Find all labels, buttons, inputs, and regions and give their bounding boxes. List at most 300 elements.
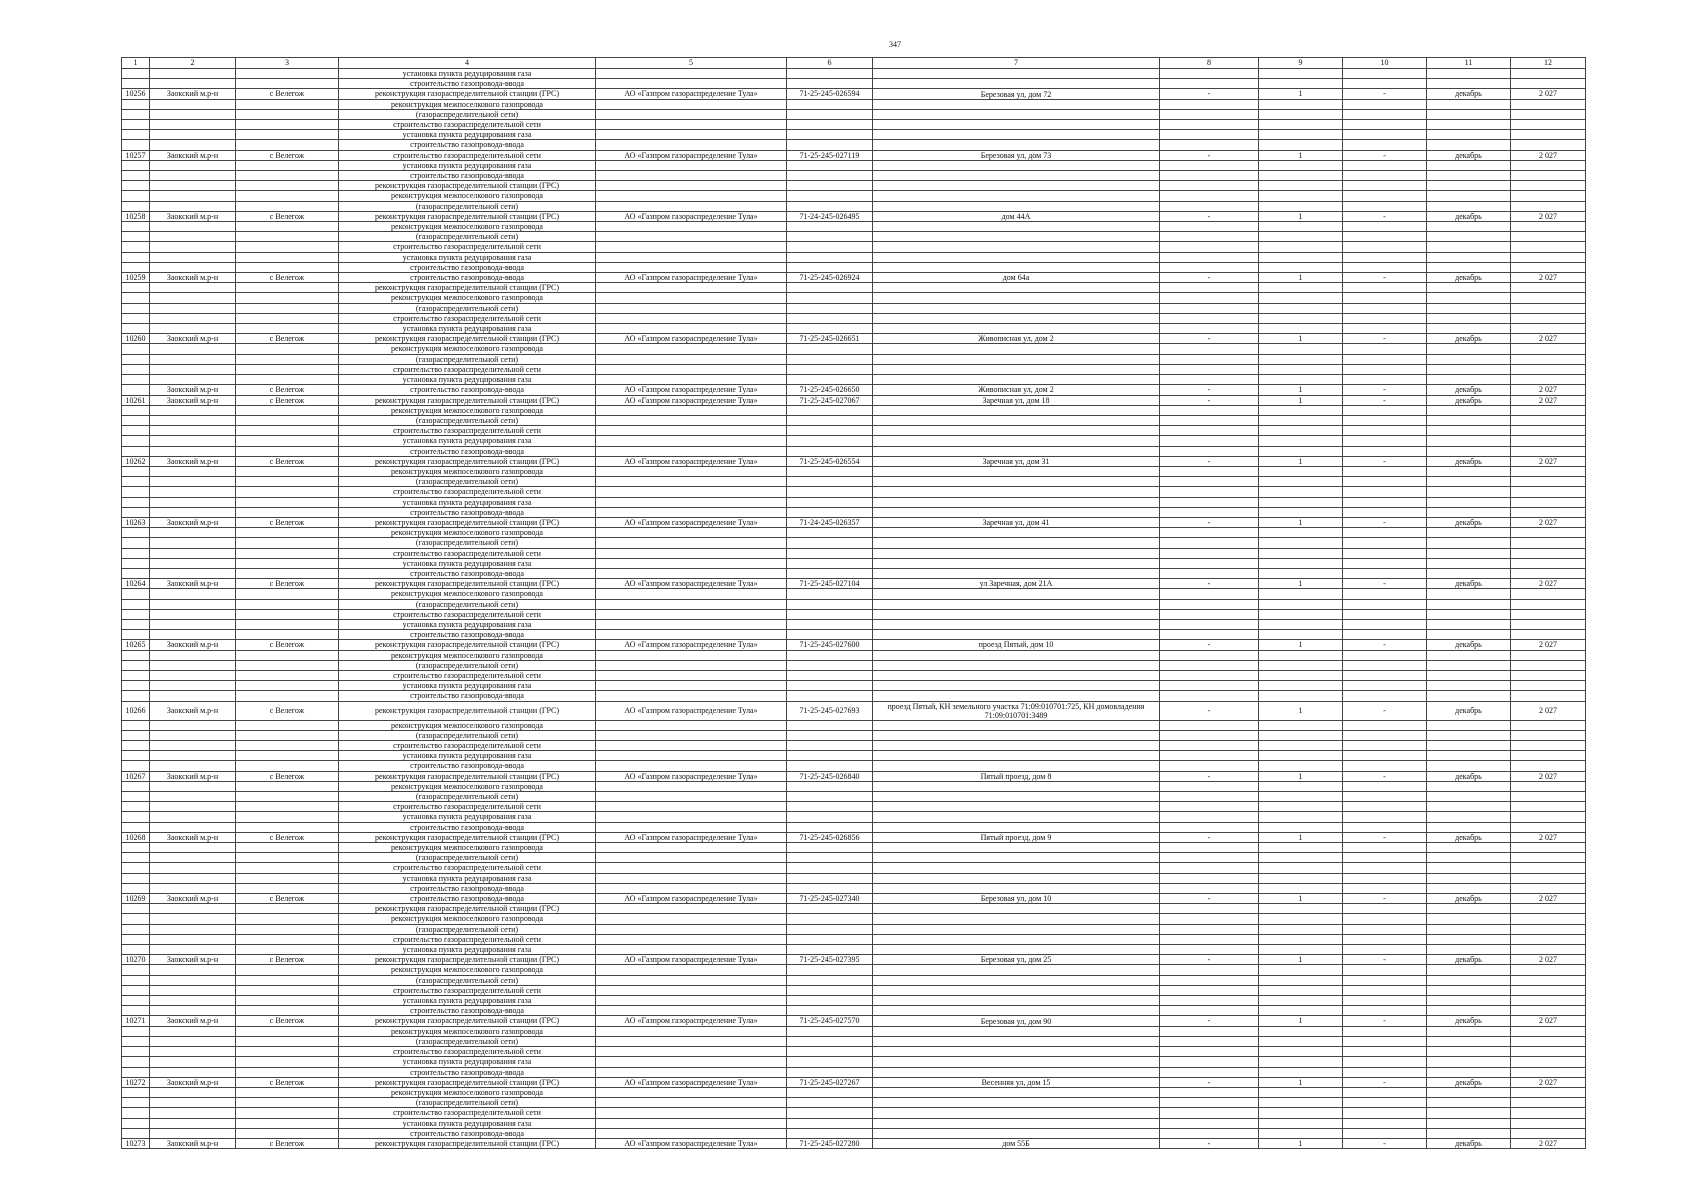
- table-cell: [1427, 487, 1511, 497]
- table-cell: [1511, 945, 1586, 955]
- table-cell: [236, 975, 339, 985]
- table-cell: [596, 242, 787, 252]
- table-cell: 2 027: [1511, 211, 1586, 221]
- table-cell: строительство газопровода-ввода: [339, 883, 596, 893]
- work-row: [122, 507, 1586, 517]
- table-cell: [150, 242, 236, 252]
- table-cell: 71-25-245-027067: [787, 395, 873, 405]
- table-cell: [1511, 751, 1586, 761]
- table-cell: [1427, 344, 1511, 354]
- table-cell: 1: [1259, 771, 1343, 781]
- table-cell: [787, 140, 873, 150]
- table-cell: [1343, 630, 1427, 640]
- table-cell: [150, 191, 236, 201]
- table-cell: АО «Газпром газораспределение Тула»: [596, 89, 787, 99]
- work-row: [122, 1128, 1586, 1138]
- table-cell: [787, 375, 873, 385]
- table-cell: [150, 1108, 236, 1118]
- table-cell: [873, 120, 1160, 130]
- table-cell: 71-25-245-027570: [787, 1016, 873, 1026]
- table-cell: [873, 201, 1160, 211]
- table-cell: -: [1160, 456, 1259, 466]
- table-cell: [236, 242, 339, 252]
- table-cell: [122, 802, 150, 812]
- table-cell: [1160, 466, 1259, 476]
- table-cell: [1343, 985, 1427, 995]
- table-cell: [1259, 853, 1343, 863]
- table-cell: АО «Газпром газораспределение Тула»: [596, 832, 787, 842]
- table-cell: [150, 843, 236, 853]
- table-cell: [1511, 364, 1586, 374]
- table-cell: [122, 181, 150, 191]
- table-cell: [1511, 985, 1586, 995]
- table-body: [122, 69, 1586, 1149]
- table-cell: [787, 660, 873, 670]
- table-cell: [596, 619, 787, 629]
- table-cell: [1343, 822, 1427, 832]
- table-cell: [787, 283, 873, 293]
- table-cell: [1259, 1118, 1343, 1128]
- table-cell: [787, 812, 873, 822]
- table-cell: АО «Газпром газораспределение Тула»: [596, 1077, 787, 1087]
- table-cell: [1343, 507, 1427, 517]
- table-cell: -: [1343, 832, 1427, 842]
- table-cell: [1259, 364, 1343, 374]
- table-cell: [1160, 670, 1259, 680]
- table-cell: [1343, 996, 1427, 1006]
- table-cell: строительство газопровода-ввода: [339, 894, 596, 904]
- table-cell: [787, 313, 873, 323]
- table-cell: [1343, 1057, 1427, 1067]
- table-cell: [596, 691, 787, 701]
- table-cell: [236, 201, 339, 211]
- table-cell: [1511, 160, 1586, 170]
- table-cell: [1343, 1036, 1427, 1046]
- table-cell: Заречная ул, дом 18: [873, 395, 1160, 405]
- table-cell: с Велегож: [236, 89, 339, 99]
- table-cell: [1343, 1098, 1427, 1108]
- table-cell: [1259, 426, 1343, 436]
- table-cell: [873, 415, 1160, 425]
- table-cell: (газораспределительной сети): [339, 975, 596, 985]
- record-row: [122, 385, 1586, 395]
- table-cell: [1343, 354, 1427, 364]
- table-cell: [1343, 965, 1427, 975]
- table-cell: [1427, 466, 1511, 476]
- table-cell: реконструкция газораспределительной станции (ГРС): [339, 1016, 596, 1026]
- table-cell: [873, 965, 1160, 975]
- table-cell: [1511, 242, 1586, 252]
- work-row: [122, 660, 1586, 670]
- table-cell: [1511, 589, 1586, 599]
- table-cell: [1160, 914, 1259, 924]
- table-cell: [1427, 741, 1511, 751]
- table-cell: -: [1343, 640, 1427, 650]
- table-cell: [1259, 781, 1343, 791]
- table-cell: 10263: [122, 517, 150, 527]
- table-cell: [1259, 1128, 1343, 1138]
- table-cell: [1259, 487, 1343, 497]
- table-cell: 1: [1259, 517, 1343, 527]
- work-row: [122, 589, 1586, 599]
- table-cell: [1427, 303, 1511, 313]
- table-cell: [122, 477, 150, 487]
- table-cell: 71-25-245-027340: [787, 894, 873, 904]
- work-row: [122, 761, 1586, 771]
- table-cell: [236, 873, 339, 883]
- table-cell: [150, 589, 236, 599]
- table-cell: [873, 1057, 1160, 1067]
- table-cell: [1160, 160, 1259, 170]
- table-cell: 1: [1259, 640, 1343, 650]
- table-cell: реконструкция межпоселкового газопровода: [339, 405, 596, 415]
- table-cell: [150, 477, 236, 487]
- table-cell: [596, 1057, 787, 1067]
- table-cell: [1511, 99, 1586, 109]
- table-cell: [787, 975, 873, 985]
- work-row: [122, 99, 1586, 109]
- table-cell: [1259, 751, 1343, 761]
- table-cell: Заокский м.р-н: [150, 456, 236, 466]
- table-cell: строительство газопровода-ввода: [339, 273, 596, 283]
- table-cell: [596, 283, 787, 293]
- table-cell: [150, 426, 236, 436]
- table-cell: -: [1343, 771, 1427, 781]
- table-cell: [787, 609, 873, 619]
- table-cell: [873, 528, 1160, 538]
- table-cell: строительство газопровода-ввода: [339, 1128, 596, 1138]
- table-cell: [1511, 965, 1586, 975]
- table-cell: [873, 1036, 1160, 1046]
- table-cell: [1160, 781, 1259, 791]
- table-cell: [1427, 232, 1511, 242]
- table-cell: [1343, 313, 1427, 323]
- work-row: [122, 609, 1586, 619]
- table-cell: [596, 975, 787, 985]
- table-cell: 1: [1259, 894, 1343, 904]
- table-cell: [122, 528, 150, 538]
- table-cell: [236, 619, 339, 629]
- work-row: [122, 364, 1586, 374]
- table-cell: [150, 528, 236, 538]
- table-cell: [122, 140, 150, 150]
- table-cell: 2 027: [1511, 385, 1586, 395]
- work-row: [122, 558, 1586, 568]
- table-cell: 71-24-245-026357: [787, 517, 873, 527]
- table-cell: Заокский м.р-н: [150, 955, 236, 965]
- table-cell: [1259, 975, 1343, 985]
- table-cell: [1343, 650, 1427, 660]
- table-cell: [1259, 232, 1343, 242]
- table-cell: [1343, 863, 1427, 873]
- table-cell: [236, 853, 339, 863]
- table-cell: [873, 232, 1160, 242]
- table-cell: [236, 1128, 339, 1138]
- work-row: [122, 599, 1586, 609]
- table-cell: [873, 436, 1160, 446]
- table-cell: [1427, 965, 1511, 975]
- table-cell: [1343, 761, 1427, 771]
- table-cell: [1427, 426, 1511, 436]
- table-cell: [236, 996, 339, 1006]
- work-row: [122, 730, 1586, 740]
- table-cell: [1427, 781, 1511, 791]
- column-header: 1: [122, 58, 150, 69]
- table-cell: [122, 487, 150, 497]
- table-cell: [1343, 181, 1427, 191]
- table-cell: [122, 262, 150, 272]
- table-cell: [1511, 873, 1586, 883]
- table-cell: Березовая ул, дом 25: [873, 955, 1160, 965]
- table-cell: [150, 883, 236, 893]
- work-row: [122, 109, 1586, 119]
- table-cell: установка пункта редуцирования газа: [339, 996, 596, 1006]
- work-row: [122, 863, 1586, 873]
- table-cell: [1343, 691, 1427, 701]
- table-cell: [236, 324, 339, 334]
- table-cell: [1511, 191, 1586, 201]
- table-cell: [1343, 364, 1427, 374]
- table-cell: [150, 436, 236, 446]
- table-cell: строительство газораспределительной сети: [339, 609, 596, 619]
- table-cell: [236, 354, 339, 364]
- table-cell: [1259, 985, 1343, 995]
- work-row: [122, 222, 1586, 232]
- table-cell: с Велегож: [236, 579, 339, 589]
- table-cell: [1343, 120, 1427, 130]
- table-cell: [596, 293, 787, 303]
- table-cell: [122, 681, 150, 691]
- table-cell: [1427, 792, 1511, 802]
- table-cell: [1511, 293, 1586, 303]
- table-cell: Пятый проезд, дом 9: [873, 832, 1160, 842]
- table-cell: Заокский м.р-н: [150, 517, 236, 527]
- table-cell: [1511, 477, 1586, 487]
- table-cell: [873, 79, 1160, 89]
- table-cell: установка пункта редуцирования газа: [339, 751, 596, 761]
- table-cell: [122, 781, 150, 791]
- table-cell: -: [1160, 640, 1259, 650]
- table-cell: [596, 802, 787, 812]
- table-cell: 1: [1259, 89, 1343, 99]
- table-cell: [1160, 242, 1259, 252]
- table-cell: с Велегож: [236, 211, 339, 221]
- table-cell: [150, 1087, 236, 1097]
- table-cell: Заокский м.р-н: [150, 1077, 236, 1087]
- table-cell: [873, 477, 1160, 487]
- table-cell: [787, 792, 873, 802]
- table-cell: [787, 619, 873, 629]
- table-cell: [1511, 996, 1586, 1006]
- table-cell: [596, 934, 787, 944]
- table-cell: [1511, 558, 1586, 568]
- table-cell: реконструкция межпоселкового газопровода: [339, 1026, 596, 1036]
- table-cell: [787, 1128, 873, 1138]
- table-cell: [1259, 670, 1343, 680]
- table-cell: [122, 1047, 150, 1057]
- table-cell: [787, 436, 873, 446]
- table-cell: [1343, 548, 1427, 558]
- table-cell: реконструкция газораспределительной станции (ГРС): [339, 832, 596, 842]
- table-cell: [150, 313, 236, 323]
- table-cell: [873, 283, 1160, 293]
- table-cell: [150, 863, 236, 873]
- table-cell: [1160, 252, 1259, 262]
- table-cell: [236, 691, 339, 701]
- table-cell: [873, 69, 1160, 79]
- table-cell: [1511, 171, 1586, 181]
- table-cell: [1511, 670, 1586, 680]
- table-cell: [1511, 344, 1586, 354]
- table-cell: [1259, 160, 1343, 170]
- table-cell: -: [1160, 955, 1259, 965]
- work-row: [122, 883, 1586, 893]
- table-cell: 1: [1259, 334, 1343, 344]
- table-cell: [150, 497, 236, 507]
- table-cell: [1343, 191, 1427, 201]
- table-cell: [787, 843, 873, 853]
- table-cell: [787, 1087, 873, 1097]
- table-cell: [596, 681, 787, 691]
- table-cell: 1: [1259, 955, 1343, 965]
- work-row: [122, 792, 1586, 802]
- table-cell: [122, 589, 150, 599]
- table-cell: АО «Газпром газораспределение Тула»: [596, 273, 787, 283]
- table-cell: [150, 252, 236, 262]
- work-row: [122, 904, 1586, 914]
- table-cell: [236, 1026, 339, 1036]
- table-cell: [1259, 630, 1343, 640]
- table-cell: [1427, 79, 1511, 89]
- table-cell: [122, 130, 150, 140]
- table-cell: [1511, 975, 1586, 985]
- table-cell: [787, 599, 873, 609]
- table-cell: [1259, 792, 1343, 802]
- table-cell: [122, 1057, 150, 1067]
- table-cell: [873, 812, 1160, 822]
- table-cell: [236, 1057, 339, 1067]
- table-cell: [873, 130, 1160, 140]
- table-cell: [1259, 568, 1343, 578]
- table-cell: [1160, 283, 1259, 293]
- table-cell: [1427, 568, 1511, 578]
- table-cell: [1259, 497, 1343, 507]
- table-cell: [787, 487, 873, 497]
- table-cell: [236, 130, 339, 140]
- table-cell: [1343, 812, 1427, 822]
- table-cell: [1511, 1108, 1586, 1118]
- table-cell: [596, 1067, 787, 1077]
- table-cell: [873, 568, 1160, 578]
- table-cell: 71-25-245-027395: [787, 955, 873, 965]
- table-cell: (газораспределительной сети): [339, 415, 596, 425]
- table-cell: [1511, 681, 1586, 691]
- table-cell: [1427, 670, 1511, 680]
- table-cell: [122, 873, 150, 883]
- table-cell: [1427, 160, 1511, 170]
- table-cell: [596, 528, 787, 538]
- table-cell: [873, 619, 1160, 629]
- table-cell: с Велегож: [236, 517, 339, 527]
- table-cell: строительство газопровода-ввода: [339, 262, 596, 272]
- table-cell: 1: [1259, 579, 1343, 589]
- table-cell: установка пункта редуцирования газа: [339, 130, 596, 140]
- work-row: [122, 670, 1586, 680]
- table-cell: [122, 619, 150, 629]
- table-cell: -: [1343, 211, 1427, 221]
- table-cell: [596, 904, 787, 914]
- work-row: [122, 985, 1586, 995]
- table-cell: реконструкция межпоселкового газопровода: [339, 344, 596, 354]
- table-cell: [236, 232, 339, 242]
- table-cell: [1259, 720, 1343, 730]
- table-cell: [1511, 914, 1586, 924]
- table-cell: -: [1343, 385, 1427, 395]
- table-cell: [787, 1026, 873, 1036]
- table-cell: [150, 650, 236, 660]
- table-cell: [1259, 691, 1343, 701]
- table-cell: 10267: [122, 771, 150, 781]
- record-row: [122, 517, 1586, 527]
- table-cell: реконструкция межпоселкового газопровода: [339, 293, 596, 303]
- work-row: [122, 1098, 1586, 1108]
- table-cell: [122, 934, 150, 944]
- table-cell: [596, 741, 787, 751]
- table-cell: [787, 904, 873, 914]
- table-cell: [1259, 303, 1343, 313]
- table-cell: [1343, 619, 1427, 629]
- table-cell: [236, 466, 339, 476]
- table-cell: реконструкция газораспределительной станции (ГРС): [339, 334, 596, 344]
- work-row: [122, 924, 1586, 934]
- table-cell: [122, 99, 150, 109]
- table-cell: [1160, 681, 1259, 691]
- work-row: [122, 681, 1586, 691]
- table-cell: [1343, 934, 1427, 944]
- table-cell: [122, 599, 150, 609]
- table-cell: строительство газораспределительной сети: [339, 426, 596, 436]
- table-cell: декабрь: [1427, 385, 1511, 395]
- table-cell: 10270: [122, 955, 150, 965]
- record-row: [122, 894, 1586, 904]
- table-cell: [596, 232, 787, 242]
- table-cell: -: [1343, 1077, 1427, 1087]
- table-cell: [787, 507, 873, 517]
- table-cell: с Велегож: [236, 334, 339, 344]
- table-cell: [1427, 548, 1511, 558]
- table-cell: [1427, 843, 1511, 853]
- table-cell: [1511, 761, 1586, 771]
- table-cell: [873, 354, 1160, 364]
- table-cell: -: [1343, 517, 1427, 527]
- table-cell: строительство газораспределительной сети: [339, 863, 596, 873]
- table-cell: [1259, 1098, 1343, 1108]
- table-cell: [596, 79, 787, 89]
- table-cell: реконструкция газораспределительной станции (ГРС): [339, 283, 596, 293]
- table-cell: [1160, 99, 1259, 109]
- table-cell: [1427, 730, 1511, 740]
- table-cell: [1427, 1098, 1511, 1108]
- table-cell: [873, 589, 1160, 599]
- table-cell: [122, 507, 150, 517]
- table-cell: [122, 924, 150, 934]
- table-cell: [596, 863, 787, 873]
- table-cell: [1343, 904, 1427, 914]
- work-row: [122, 120, 1586, 130]
- table-cell: [122, 975, 150, 985]
- table-cell: [236, 650, 339, 660]
- table-cell: [1160, 1067, 1259, 1077]
